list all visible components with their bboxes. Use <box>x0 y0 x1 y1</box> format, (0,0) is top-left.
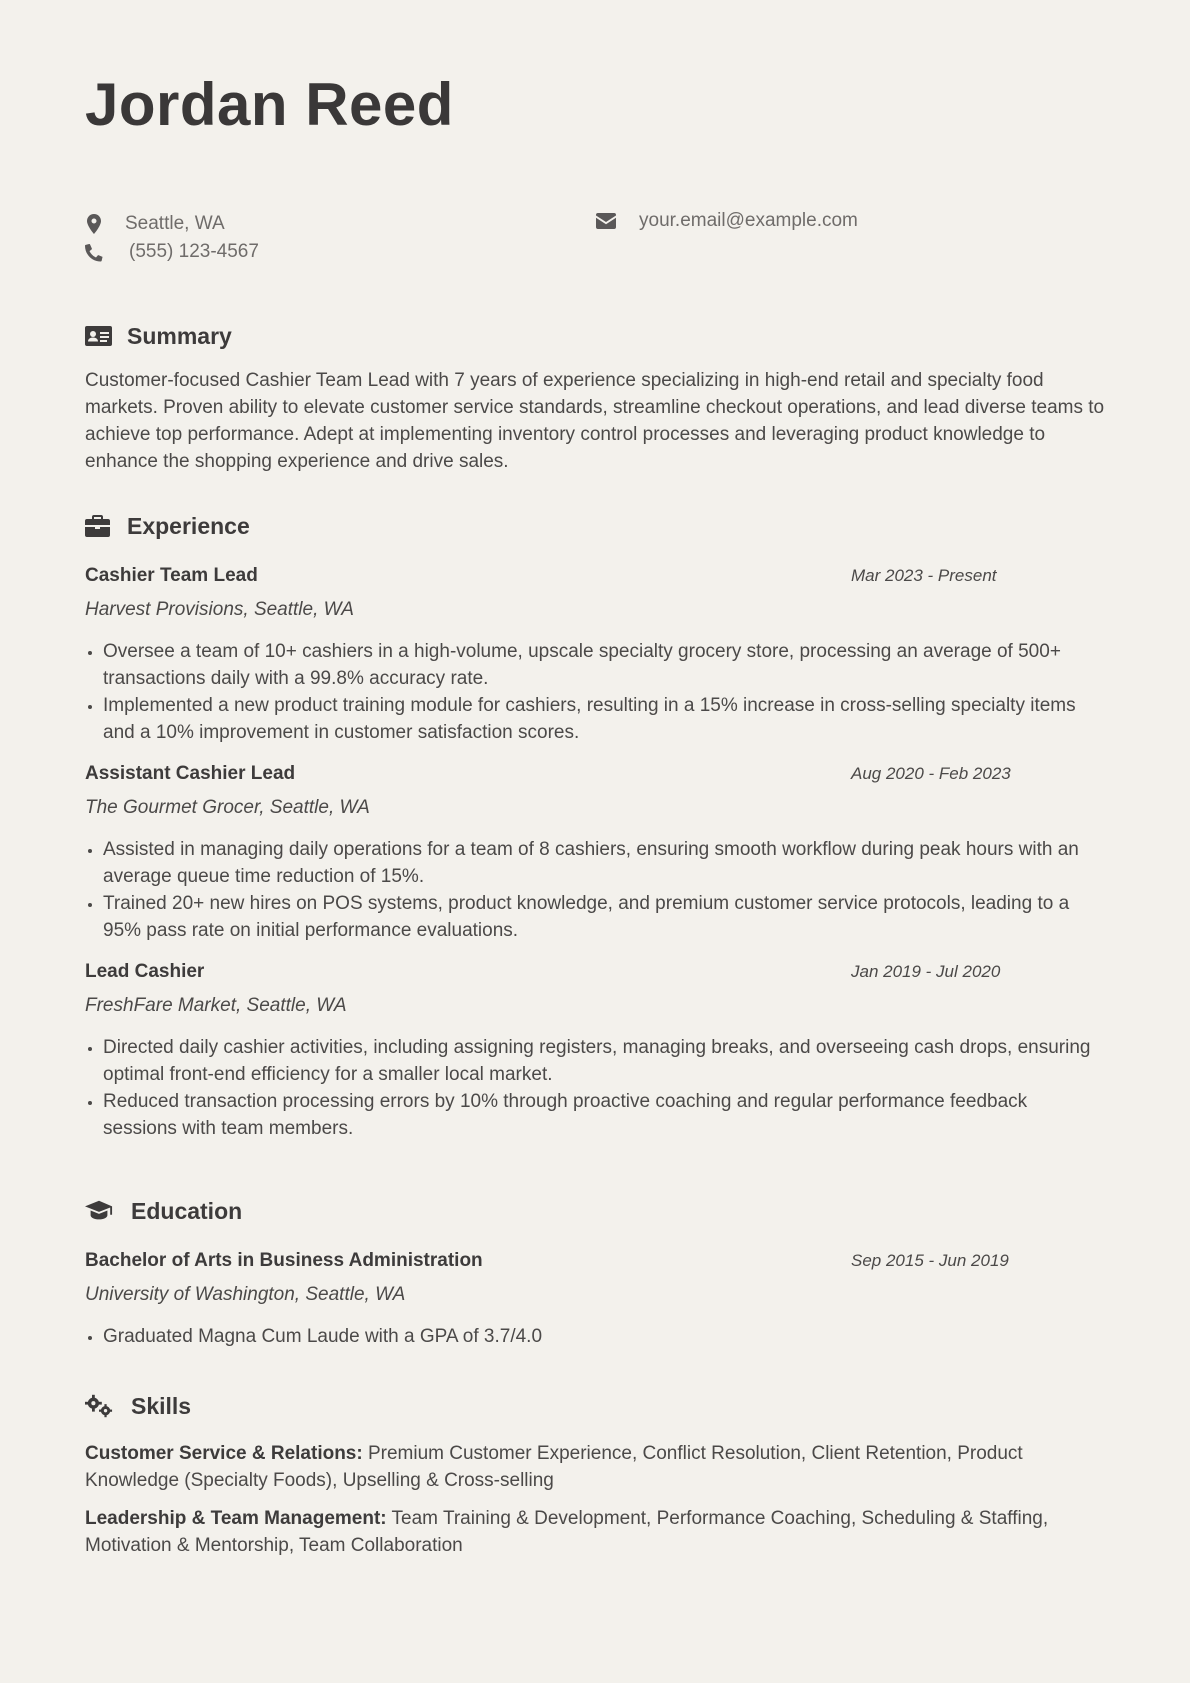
summary-heading <box>85 319 1105 353</box>
id-card-icon <box>85 326 113 346</box>
skills-heading <box>85 1389 1105 1423</box>
skill-group-text: Premium Customer Experience, Conflict Resolution, Client Retention, Product Knowledge (Specialty Foods), Upselling & Cross-selling <box>85 1443 1023 1491</box>
summary-section <box>85 319 1105 475</box>
job-date: Jan 2019 - Jul 2020 <box>851 962 1001 981</box>
education-entry <box>85 1247 1105 1350</box>
education-heading <box>85 1194 1105 1228</box>
education-heading-text: Education <box>131 1197 243 1224</box>
job-title: Cashier Team Lead <box>85 565 258 586</box>
job-bullets <box>85 638 1105 746</box>
skills-section <box>85 1389 1105 1559</box>
phone-text[interactable]: (555) 123-4567 <box>129 241 259 262</box>
location-text: Seattle, WA <box>125 213 225 234</box>
skills-heading-text: Skills <box>131 1392 192 1419</box>
job-date: Mar 2023 - Present <box>851 566 997 585</box>
job-2 <box>85 760 1105 944</box>
education-bullet: • Graduated Magna Cum Laude with a GPA of 3.7/4.0 <box>103 1323 1105 1350</box>
job-org: FreshFare Market, Seattle, WA <box>85 995 347 1016</box>
candidate-name: Jordan Reed <box>85 71 454 138</box>
contact-row-2 <box>85 238 1105 266</box>
skill-group <box>85 1505 1105 1559</box>
job-org: Harvest Provisions, Seattle, WA <box>85 599 354 620</box>
job-title: Lead Cashier <box>85 961 205 982</box>
briefcase-icon <box>85 515 113 537</box>
phone-icon <box>85 242 103 262</box>
skill-group-text: Team Training & Development, Performance Coaching, Scheduling & Staffing, Motivation & Mentorship, Team Collaboration <box>85 1508 1049 1556</box>
experience-heading-text: Experience <box>127 512 250 539</box>
job-bullets <box>85 1034 1105 1142</box>
email-item[interactable] <box>595 210 858 232</box>
job-bullet: • Oversee a team of 10+ cashiers in a high-volume, upscale specialty grocery store, processing an average of 500+ transactions daily with a 99.8% accuracy rate. <box>103 638 1105 692</box>
experience-section <box>85 509 1105 1142</box>
contact-row-1 <box>85 210 1105 238</box>
summary-text: Customer-focused Cashier Team Lead with 7 years of experience specializing in high-end retail and specialty food markets. Proven ability to elevate customer service standards, streamline checkout operations, and lead diverse teams to achieve top performance. Adept at implementing inventory control processes and leveraging product knowledge to enhance the shopping experience and drive sales. <box>85 370 1105 472</box>
job-bullet: • Implemented a new product training module for cashiers, resulting in a 15% increase in cross-selling specialty items and a 10% improvement in customer satisfaction scores. <box>103 692 1105 746</box>
location-item <box>85 213 225 235</box>
phone-item[interactable] <box>85 241 259 263</box>
map-marker-icon <box>85 214 103 234</box>
job-title: Assistant Cashier Lead <box>85 763 296 784</box>
skill-group-label: Customer Service & Relations: <box>85 1443 363 1464</box>
skill-group-label: Leadership & Team Management: <box>85 1508 387 1529</box>
gears-icon <box>85 1394 113 1418</box>
school-name: University of Washington, Seattle, WA <box>85 1284 406 1305</box>
job-date: Aug 2020 - Feb 2023 <box>851 764 1011 783</box>
envelope-icon <box>595 211 617 231</box>
job-bullet: • Directed daily cashier activities, including assigning registers, managing breaks, and overseeing cash drops, ensuring optimal front-end efficiency for a smaller local market. <box>103 1034 1105 1088</box>
education-bullets <box>85 1323 1105 1350</box>
job-bullet: • Trained 20+ new hires on POS systems, product knowledge, and premium customer service protocols, leading to a 95% pass rate on initial performance evaluations. <box>103 890 1105 944</box>
skill-group <box>85 1440 1105 1494</box>
summary-heading-text: Summary <box>127 322 232 349</box>
degree-title: Bachelor of Arts in Business Administration <box>85 1250 483 1271</box>
job-org: The Gourmet Grocer, Seattle, WA <box>85 797 370 818</box>
job-1 <box>85 562 1105 746</box>
job-3 <box>85 958 1105 1142</box>
experience-heading <box>85 509 1105 543</box>
contact-block <box>85 210 1105 266</box>
education-section <box>85 1194 1105 1350</box>
job-bullet: • Assisted in managing daily operations for a team of 8 cashiers, ensuring smooth workflow during peak hours with an average queue time reduction of 15%. <box>103 836 1105 890</box>
job-bullets <box>85 836 1105 944</box>
education-date: Sep 2015 - Jun 2019 <box>851 1251 1009 1270</box>
email-link[interactable]: your.email@example.com <box>639 210 858 231</box>
job-bullet: • Reduced transaction processing errors by 10% through proactive coaching and regular performance feedback sessions with team members. <box>103 1088 1105 1142</box>
graduation-cap-icon <box>85 1200 113 1222</box>
